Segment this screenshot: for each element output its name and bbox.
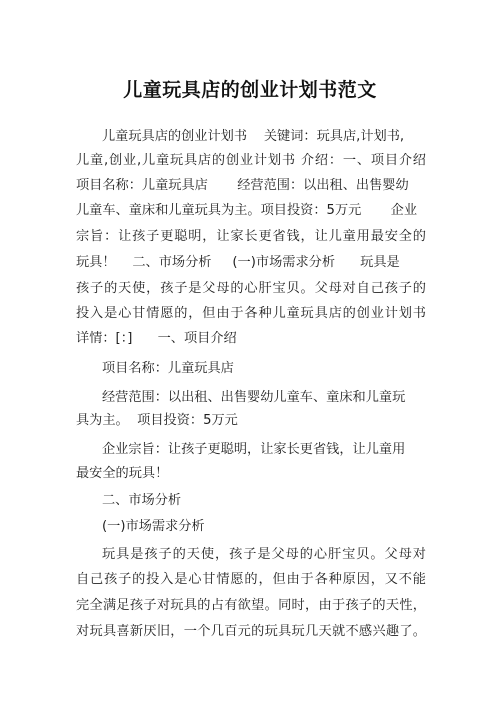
- subsection-heading: (一)市场需求分析: [102, 519, 205, 534]
- text-line: 玩具！ 二、市场分析 (一)市场需求分析 玩具是: [76, 255, 400, 270]
- text-line: 最安全的玩具！: [76, 466, 169, 481]
- text-line: 儿童,创业,儿童玩具店的创业计划书 介绍：一、项目介绍: [76, 153, 426, 168]
- text-line: 详情：[：] 一、项目介绍: [76, 331, 237, 346]
- text-line: 玩具是孩子的天使，孩子是父母的心肝宝贝。父母对: [102, 547, 426, 562]
- text-line: 项目名称：儿童玩具店 经营范围：以出租、出售婴幼: [76, 178, 409, 193]
- text-line: 项目名称：儿童玩具店: [102, 361, 234, 376]
- text-line: 对玩具喜新厌旧，一个几百元的玩具玩几天就不感兴趣了。: [76, 624, 426, 639]
- section-heading: 二、市场分析: [102, 493, 182, 508]
- document-title: 儿童玩具店的创业计划书范文: [123, 79, 377, 101]
- text-line: 企业宗旨：让孩子更聪明，让家长更省钱，让儿童用: [102, 442, 406, 457]
- text-line: 宗旨：让孩子更聪明，让家长更省钱，让儿童用最安全的: [76, 229, 426, 244]
- text-line: 孩子的天使，孩子是父母的心肝宝贝。父母对自己孩子的: [76, 281, 426, 296]
- text-line: 儿童玩具店的创业计划书 关键词：玩具店,计划书,: [102, 129, 405, 144]
- text-line: 投入是心甘情愿的，但由于各种儿童玩具店的创业计划书: [76, 306, 426, 321]
- text-line: 经营范围：以出租、出售婴幼儿童车、童床和儿童玩: [102, 390, 406, 405]
- text-line: 具为主。 项目投资：5万元: [76, 413, 238, 428]
- text-line: 完全满足孩子对玩具的占有欲望。同时，由于孩子的天性，: [76, 598, 426, 613]
- text-line: 儿童车、童床和儿童玩具为主。项目投资：5万元 企业: [76, 203, 418, 218]
- text-line: 自己孩子的投入是心甘情愿的，但由于各种原因，又不能: [76, 572, 426, 587]
